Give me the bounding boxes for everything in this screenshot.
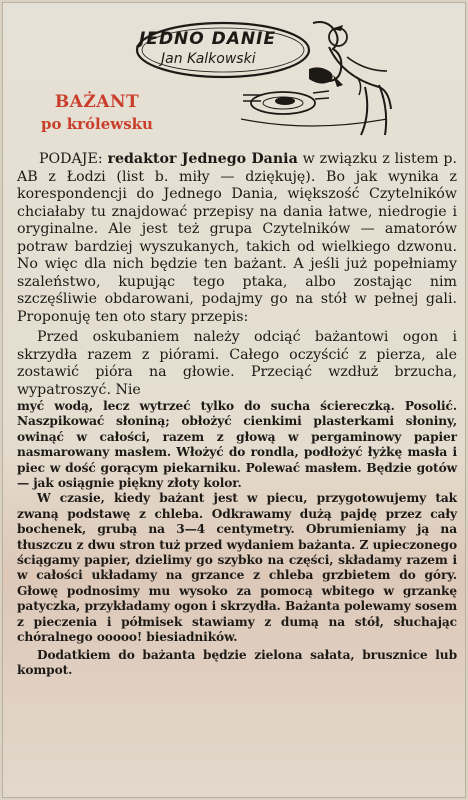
intro-editor: redaktor Jednego Dania [107, 151, 298, 167]
header [3, 3, 465, 149]
intro-lead: PODAJE: [39, 151, 103, 167]
intro-paragraph [17, 151, 457, 326]
recipe-paragraph-2: W czasie, kiedy bażant jest w piecu, przygotowujemy tak zwaną podstawę z chleba. Odkrawamy dużą pajdę przez cały bochenek, grubą na 3—4 centymetry. Obrumieniamy ją na tłuszczu z dwu stron tuż przed wydaniem bażanta. Z upieczonego ściągamy papier, dzielimy go szybko na części, składamy razem i w całości układamy na grzance z chleba grzbietem do góry. Głowę podnosimy mu wysoko za pomocą wbitego w grzankę patyczka, przykładamy ogon i skrzydła. Bażanta polewamy sosem z pieczenia i półmisek stawiamy z dumą na stół, słuchając chóralnego ooooo! biesiadników. [17, 491, 457, 645]
intro-text: w związku z listem p. AB z Łodzi (list b. miły — dziękuję). Bo jak wynika z korespondencji do Jednego Dania, większość Czytelników chciałaby tu znajdować przepisy na dania łatwe, niedrogie i oryginalne. Ale jest też grupa Czytelników — amatorów potraw bardziej wyszukanych, takich od wielkiego dzwonu. No więc dla nich będzie ten bażant. A jeśli już popełniamy szaleństwo, kupując tego ptaka, albo zostając nim szczęśliwie obdarowani, podajmy go na stół w pełnej gali. Proponuję ten oto stary przepis: [17, 151, 457, 325]
newspaper-clipping [2, 2, 466, 798]
recipe-paragraph-1-continued: myć wodą, lecz wytrzeć tylko do sucha ściereczką. Posolić. Naszpikować słoniną; obłożyć cienkimi plasterkami słoniny, owinąć w całości, razem z głową w pergaminowy papier nasmarowany masłem. Włożyć do rondla, podłożyć łyżkę masła i piec w dość gorącym piekarniku. Polewać masłem. Będzie gotów — jak osiągnie piękny złoty kolor. [17, 399, 457, 491]
column-name: JEDNO DANIE [139, 29, 277, 49]
recipe-paragraph-3: Dodatkiem do bażanta będzie zielona sałata, brusznice lub kompot. [17, 647, 457, 677]
title-line-2: po królewsku [41, 115, 153, 133]
article-title [37, 91, 157, 135]
title-line-1: BAŻANT [54, 92, 140, 112]
author-name: Jan Kalkowski [161, 51, 256, 67]
recipe [17, 329, 457, 678]
article-body [17, 151, 457, 678]
recipe-paragraph-1: Przed oskubaniem należy odciąć bażantowi ogon i skrzydła razem z piórami. Całego oczyścić z pierza, ale zostawić pióra na głowie. Przeciąć wzdłuż brzucha, wypatroszyć. Nie [17, 329, 457, 398]
column-logo [139, 29, 309, 67]
